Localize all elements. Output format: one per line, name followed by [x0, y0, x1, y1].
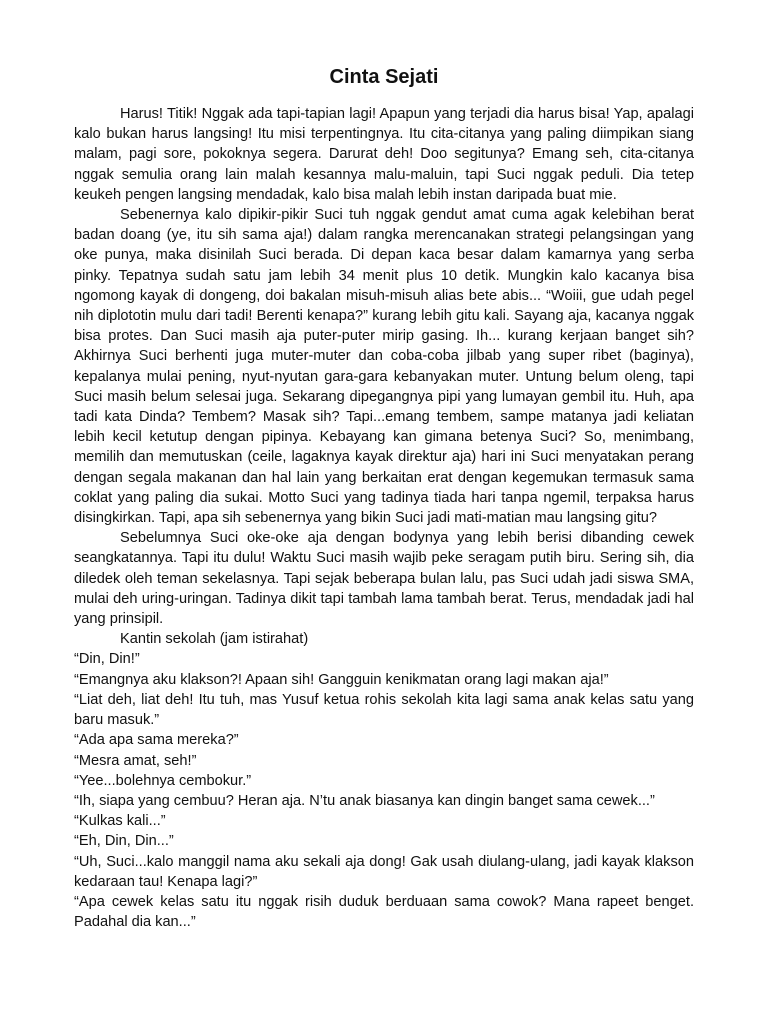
dialogue-line: “Uh, Suci...kalo manggil nama aku sekali aja dong! Gak usah diulang-ulang, jadi kayak klakson kedaraan tau! Kenapa lagi?” [74, 853, 694, 890]
dialogue-line: “Ih, siapa yang cembuu? Heran aja. N’tu anak biasanya kan dingin banget sama cewek...” [74, 792, 655, 809]
paragraph: Sebenernya kalo dipikir-pikir Suci tuh nggak gendut amat cuma agak kelebihan berat badan doang (ye, itu sih sama aja!) dalam rangka merencanakan strategi pelangsingan yang oke punya, maka disinilah Suci berada. Di depan kaca besar dalam kamarnya yang serba pinky. Tepatnya sudah satu jam lebih 34 menit plus 10 detik. Mungkin kalo kacanya bisa ngomong kayak di dongeng, doi bakalan misuh-misuh alias bete abis... “Woiii, gue udah pegel nih diplototin mulu dari tadi! Berenti kenapa?” kurang lebih gitu kali. Sayang aja, kacanya nggak bisa protes. Dan Suci masih aja puter-puter mirip gasing. Ih... kurang kerjaan banget sih? Akhirnya Suci berhenti juga muter-muter dan coba-coba jilbab yang super ribet (baginya), kepalanya mulai pening, nyut-nyutan gara-gara kebanyakan muter. Untung belum oleng, tapi Suci masih belum selesai juga. Sekarang dipegangnya pipi yang lumayan gembil itu. Huh, apa tadi kata Dinda? Tembem? Masak sih? Tapi...emang tembem, sampe matanya jadi keliatan lebih kecil ketutup dengan pipinya. Kebayang kan gimana betenya Suci? So, menimbang, memilih dan memutuskan (ceile, lagaknya kayak direktur aja) hari ini Suci menyatakan perang dengan segala makanan dan hal lain yang berkaitan erat dengan kegemukan termasuk sama coklat yang paling dia sukai. Motto Suci yang tadinya tiada hari tanpa ngemil, terpaksa harus disingkirkan. Tapi, apa sih sebenernya yang bikin Suci jadi mati-matian mau langsing gitu? [74, 207, 694, 527]
paragraph: Sebelumnya Suci oke-oke aja dengan bodynya yang lebih berisi dibanding cewek seangkatannya. Tapi itu dulu! Waktu Suci masih wajib peke seragam putih biru. Sering sih, dia diledek oleh teman sekelasnya. Tapi sejak beberapa bulan lalu, pas Suci udah jadi siswa SMA, mulai deh uring-uringan. Tadinya dikit tapi tambah lama tambah berat. Terus, mendadak jadi hal yang prinsipil. [74, 530, 694, 628]
dialogue-line: “Eh, Din, Din...” [74, 833, 174, 850]
document-title: Cinta Sejati [329, 66, 439, 88]
dialogue-line: “Kulkas kali...” [74, 813, 166, 830]
dialogue-line: “Apa cewek kelas satu itu nggak risih duduk berduaan sama cowok? Mana rapeet benget. Padahal dia kan...” [74, 893, 694, 931]
dialogue-line: “Mesra amat, seh!” [74, 752, 197, 769]
paragraph: Harus! Titik! Nggak ada tapi-tapian lagi! Apapun yang terjadi dia harus bisa! Yap, apalagi kalo bukan harus langsing! Itu misi terpentingnya. Itu cita-citanya yang paling diimpikan siang malam, pagi sore, pokoknya segera. Darurat deh! Doo segitunya? Emang seh, cita-citanya nggak semulia orang lain malah kesannya malu-maluin, tapi Suci nggak peduli. Dia tetep keukeh pengen langsing mendadak, kalo bisa malah lebih instan daripada buat mie. [74, 106, 694, 203]
dialogue-line: “Emangnya aku klakson?! Apaan sih! Gangguin kenikmatan orang lagi makan aja!” [74, 671, 609, 688]
dialogue-line: “Yee...bolehnya cembokur.” [74, 772, 252, 789]
dialogue-line: “Liat deh, liat deh! Itu tuh, mas Yusuf ketua rohis sekolah kita lagi sama anak kelas satu yang baru masuk.” [74, 691, 694, 729]
document-page [74, 64, 694, 932]
dialogue-line: “Ada apa sama mereka?” [74, 732, 239, 749]
dialogue-line: “Din, Din!” [74, 651, 140, 668]
scene-heading: Kantin sekolah (jam istirahat) [120, 631, 309, 648]
